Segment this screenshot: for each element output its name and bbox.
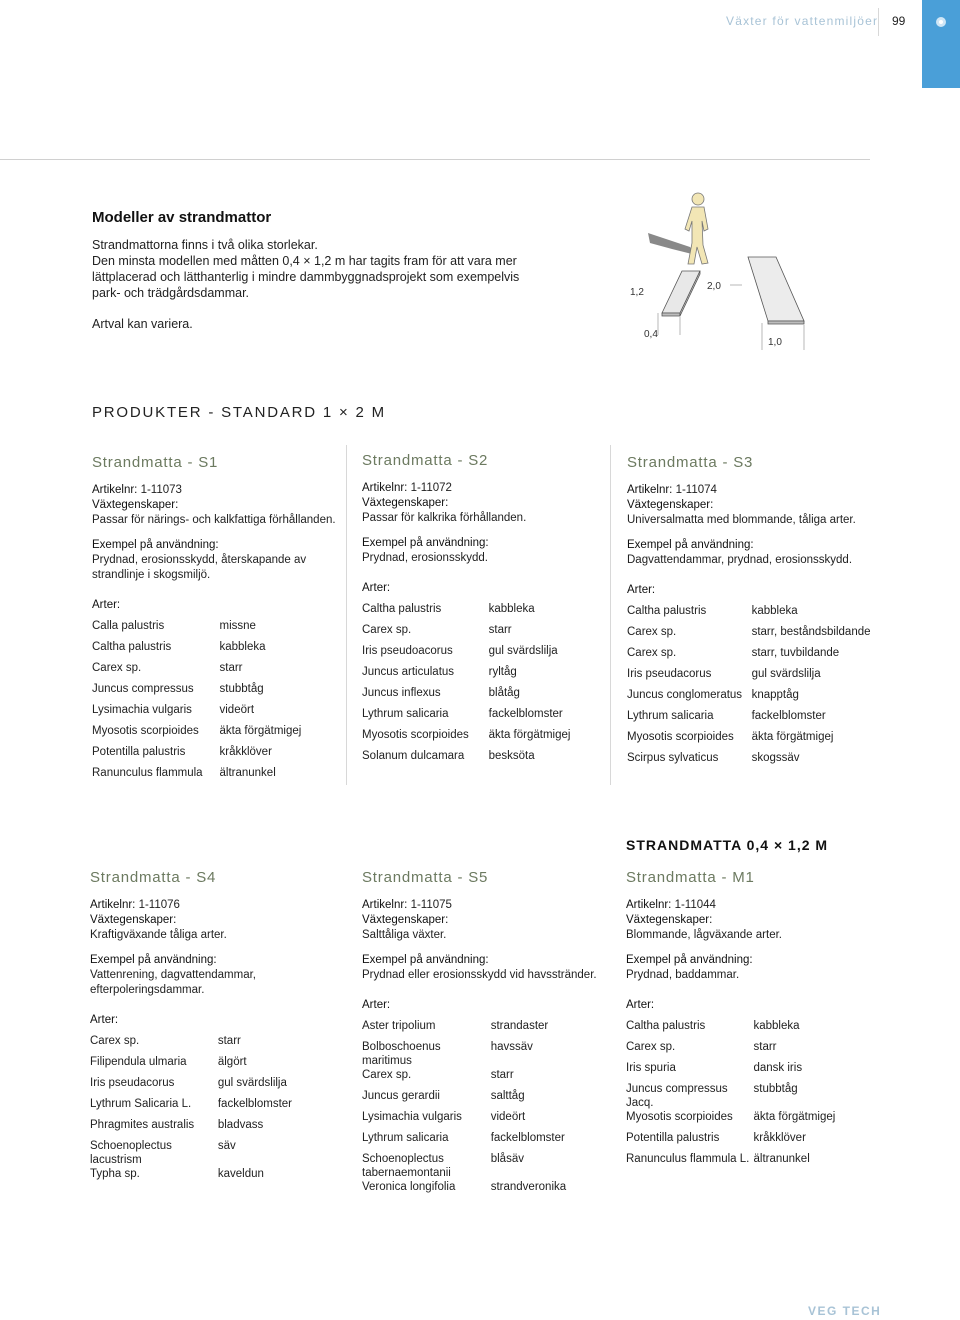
species-scientific: Carex sp. [627, 626, 677, 638]
species-label: Arter: [362, 582, 391, 594]
properties-text: Salttåliga växter. [362, 929, 447, 941]
article-number: 1-11076 [138, 899, 180, 911]
species-common: strandveronika [490, 1181, 567, 1193]
properties-text: Passar för kalkrika förhållanden. [362, 512, 527, 524]
species-scientific: Lysimachia vulgaris [362, 1111, 462, 1123]
properties-label: Växtegenskaper: [92, 499, 179, 511]
species-scientific: Carex sp. [627, 647, 677, 659]
species-common: fackelblomster [488, 708, 563, 720]
species-scientific: Schoenoplectus lacustrism [90, 1140, 172, 1166]
article-label: Artikelnr: [362, 899, 408, 911]
product-s1 [92, 454, 342, 787]
species-row [362, 1131, 612, 1152]
species-row [627, 604, 877, 625]
species-scientific: Iris pseudacorus [90, 1077, 175, 1089]
species-scientific: Aster tripolium [362, 1020, 436, 1032]
intro-p2: Den minsta modellen med måtten 0,4 × 1,2 m har tagits fram för att vara mer lättplacerad och lätthanterlig i mindre dammbyggnadsprojekt som exempelvis park- och trädgårdsdammar. [92, 254, 520, 300]
small-mat [662, 271, 700, 316]
species-row [92, 640, 342, 661]
species-scientific: Myosotis scorpioides [362, 729, 469, 741]
usage-text: Vattenrening, dagvattendammar, efterpoleringsdammar. [90, 969, 257, 996]
species-common: fackelblomster [217, 1098, 292, 1110]
spacer [626, 943, 876, 953]
species-common: starr [488, 624, 512, 636]
species-scientific: Myosotis scorpioides [626, 1111, 733, 1123]
species-scientific: Lysimachia vulgaris [92, 704, 192, 716]
species-scientific: Typha sp. [90, 1168, 140, 1180]
species-row [362, 728, 612, 749]
species-common: starr [490, 1069, 514, 1081]
species-row [362, 1068, 612, 1089]
usage-label: Exempel på användning: [626, 954, 753, 966]
product-s3 [627, 454, 877, 772]
species-scientific: Bolboschoenus maritimus [362, 1041, 441, 1067]
species-common: äkta förgätmigej [488, 729, 571, 741]
species-common: skogssäv [751, 752, 800, 764]
dim-large-length: 2,0 [707, 281, 721, 292]
product-title: Strandmatta - M1 [626, 869, 755, 886]
species-table [626, 1019, 876, 1173]
article-number: 1-11075 [410, 899, 452, 911]
species-row [90, 1055, 340, 1076]
species-row [627, 751, 877, 772]
species-scientific: Myosotis scorpioides [92, 725, 199, 737]
species-common: starr [217, 1035, 241, 1047]
usage-label: Exempel på användning: [362, 954, 489, 966]
species-scientific: Myosotis scorpioides [627, 731, 734, 743]
species-row [627, 709, 877, 730]
species-common: videört [490, 1111, 526, 1123]
species-scientific: Caltha palustris [627, 605, 707, 617]
species-row [362, 749, 612, 770]
species-row [90, 1139, 340, 1167]
species-row [362, 707, 612, 728]
species-common: starr, tuvbildande [751, 647, 840, 659]
spacer [627, 528, 877, 538]
species-scientific: Phragmites australis [90, 1119, 195, 1131]
species-row [92, 682, 342, 703]
species-row [626, 1061, 876, 1082]
species-row [92, 703, 342, 724]
spacer [362, 943, 612, 953]
species-common: starr, beståndsbildande [751, 626, 871, 638]
properties-text: Kraftigväxande tåliga arter. [90, 929, 227, 941]
species-row [627, 730, 877, 751]
species-common: fackelblomster [751, 710, 826, 722]
spacer [362, 526, 612, 536]
species-row [362, 1180, 612, 1201]
article-line [626, 898, 876, 913]
usage-text: Prydnad, erosionsskydd. [362, 552, 488, 564]
species-scientific: Juncus compressus [92, 683, 194, 695]
species-common: starr [753, 1041, 777, 1053]
species-row [626, 1019, 876, 1040]
article-line [627, 483, 877, 498]
species-scientific: Veronica longifolia [362, 1181, 456, 1193]
species-scientific: Potentilla palustris [92, 746, 186, 758]
species-scientific: Lythrum salicaria [362, 1132, 449, 1144]
species-label: Arter: [627, 584, 656, 596]
species-common: blåsäv [490, 1153, 524, 1165]
article-line [362, 898, 612, 913]
species-common: stubbtåg [219, 683, 264, 695]
species-row [626, 1040, 876, 1061]
species-row [92, 724, 342, 745]
species-scientific: Lythrum salicaria [627, 710, 714, 722]
usage-label: Exempel på användning: [92, 539, 219, 551]
species-scientific: Schoenoplectus tabernaemontanii [362, 1153, 451, 1179]
species-common: blåtåg [488, 687, 520, 699]
article-label: Artikelnr: [90, 899, 136, 911]
species-row [362, 1110, 612, 1131]
chapter-tab [922, 0, 960, 88]
properties-label: Växtegenskaper: [90, 914, 177, 926]
species-common: säv [217, 1140, 236, 1152]
product-title: Strandmatta - S2 [362, 452, 489, 469]
species-label: Arter: [362, 999, 391, 1011]
article-number: 1-11074 [675, 484, 717, 496]
species-common: kråkklöver [753, 1132, 806, 1144]
species-table [627, 604, 877, 772]
species-table [90, 1034, 340, 1188]
species-common: fackelblomster [490, 1132, 565, 1144]
species-row [627, 625, 877, 646]
header-rule [0, 159, 870, 160]
properties-label: Växtegenskaper: [627, 499, 714, 511]
article-line [362, 481, 612, 496]
usage-text: Prydnad, erosionsskydd, återskapande av strandlinje i skogsmiljö. [92, 554, 307, 581]
article-line [92, 483, 342, 498]
species-scientific: Ranunculus flammula L. [626, 1153, 750, 1165]
species-row [92, 745, 342, 766]
species-common: äkta förgätmigej [751, 731, 834, 743]
species-scientific: Juncus conglomeratus [627, 689, 743, 701]
species-scientific: Carex sp. [362, 624, 412, 636]
species-row [627, 688, 877, 709]
species-scientific: Caltha palustris [626, 1020, 706, 1032]
species-scientific: Ranunculus flammula [92, 767, 203, 779]
article-number: 1-11072 [410, 482, 452, 494]
species-common: kabbleka [219, 641, 266, 653]
species-scientific: Calla palustris [92, 620, 165, 632]
species-row [626, 1110, 876, 1131]
mat-size-diagram [600, 185, 820, 350]
usage-text: Prydnad, baddammar. [626, 969, 740, 981]
product-title: Strandmatta - S4 [90, 869, 217, 886]
dim-small-width: 0,4 [644, 329, 658, 340]
species-table [362, 602, 612, 770]
properties-label: Växtegenskaper: [362, 914, 449, 926]
species-table [362, 1019, 612, 1201]
properties-text: Universalmatta med blommande, tåliga arter. [627, 514, 856, 526]
species-label: Arter: [92, 599, 121, 611]
species-scientific: Carex sp. [626, 1041, 676, 1053]
species-common: strandaster [490, 1020, 549, 1032]
product-title: Strandmatta - S5 [362, 869, 489, 886]
species-common: ryltåg [488, 666, 517, 678]
species-row [90, 1118, 340, 1139]
dim-small-length: 1,2 [630, 287, 644, 298]
intro-p1: Strandmattorna finns i två olika storlekar. [92, 238, 318, 252]
chapter-dot-icon [936, 17, 946, 27]
species-common: knapptåg [751, 689, 799, 701]
spacer [92, 528, 342, 538]
species-row [627, 646, 877, 667]
species-common: äkta förgätmigej [219, 725, 302, 737]
species-row [362, 686, 612, 707]
species-scientific: Juncus inflexus [362, 687, 441, 699]
species-common: äkta förgätmigej [753, 1111, 836, 1123]
species-common: bladvass [217, 1119, 264, 1131]
species-row [362, 1152, 612, 1180]
species-row [362, 665, 612, 686]
species-row [90, 1097, 340, 1118]
species-row [626, 1131, 876, 1152]
species-scientific: Juncus gerardii [362, 1090, 440, 1102]
standard-products-heading: PRODUKTER - STANDARD 1 × 2 M [92, 404, 386, 421]
properties-label: Växtegenskaper: [362, 497, 449, 509]
product-m1 [626, 869, 876, 1173]
species-scientific: Iris pseudacorus [627, 668, 712, 680]
species-scientific: Filipendula ulmaria [90, 1056, 187, 1068]
species-row [92, 661, 342, 682]
species-common: älgört [217, 1056, 247, 1068]
small-mat-heading: STRANDMATTA 0,4 × 1,2 M [626, 837, 829, 853]
usage-text: Prydnad eller erosionsskydd vid havsstränder. [362, 969, 597, 981]
large-mat [748, 257, 804, 324]
species-common: besksöta [488, 750, 535, 762]
species-scientific: Carex sp. [92, 662, 142, 674]
species-common: videört [219, 704, 255, 716]
species-scientific: Caltha palustris [92, 641, 172, 653]
models-heading: Modeller av strandmattor [92, 209, 272, 226]
article-label: Artikelnr: [626, 899, 672, 911]
species-scientific: Scirpus sylvaticus [627, 752, 719, 764]
usage-label: Exempel på användning: [362, 537, 489, 549]
species-row [626, 1082, 876, 1110]
species-common: gul svärdslilja [488, 645, 558, 657]
product-s2 [362, 452, 612, 770]
species-common: kabbleka [751, 605, 798, 617]
species-row [92, 619, 342, 640]
species-common: ältranunkel [753, 1153, 810, 1165]
product-title: Strandmatta - S1 [92, 454, 219, 471]
species-row [362, 602, 612, 623]
properties-text: Passar för närings- och kalkfattiga förhållanden. [92, 514, 336, 526]
article-label: Artikelnr: [362, 482, 408, 494]
product-title: Strandmatta - S3 [627, 454, 754, 471]
product-s5 [362, 869, 612, 1201]
dim-large-width: 1,0 [768, 337, 782, 348]
species-common: gul svärdslilja [751, 668, 821, 680]
article-number: 1-11044 [674, 899, 716, 911]
column-divider [346, 445, 347, 785]
species-row [92, 766, 342, 787]
species-scientific: Carex sp. [362, 1069, 412, 1081]
species-row [362, 1019, 612, 1040]
species-common: salttåg [490, 1090, 525, 1102]
intro-text [92, 237, 522, 301]
species-common: kabbleka [488, 603, 535, 615]
species-row [90, 1034, 340, 1055]
species-scientific: Carex sp. [90, 1035, 140, 1047]
species-common: gul svärdslilja [217, 1077, 287, 1089]
page-number: 99 [892, 14, 906, 28]
spacer [90, 943, 340, 953]
species-row [362, 1089, 612, 1110]
person-shadow [648, 233, 696, 255]
species-row [362, 644, 612, 665]
properties-text: Blommande, lågväxande arter. [626, 929, 782, 941]
species-common: missne [219, 620, 256, 632]
species-table [92, 619, 342, 787]
species-common: ältranunkel [219, 767, 276, 779]
header-divider [878, 8, 879, 36]
usage-text: Dagvattendammar, prydnad, erosionsskydd. [627, 554, 853, 566]
species-common: dansk iris [753, 1062, 803, 1074]
species-row [90, 1167, 340, 1188]
species-row [90, 1076, 340, 1097]
article-number: 1-11073 [140, 484, 182, 496]
properties-label: Växtegenskaper: [626, 914, 713, 926]
species-common: kråkklöver [219, 746, 272, 758]
species-row [626, 1152, 876, 1173]
usage-label: Exempel på användning: [90, 954, 217, 966]
article-label: Artikelnr: [92, 484, 138, 496]
species-common: starr [219, 662, 243, 674]
species-row [362, 1040, 612, 1068]
species-scientific: Juncus articulatus [362, 666, 455, 678]
species-common: havssäv [490, 1041, 533, 1053]
species-note: Artval kan variera. [92, 317, 193, 331]
species-scientific: Juncus compressus Jacq. [626, 1083, 728, 1109]
product-s4 [90, 869, 340, 1188]
article-line [90, 898, 340, 913]
article-label: Artikelnr: [627, 484, 673, 496]
species-scientific: Lythrum Salicaria L. [90, 1098, 192, 1110]
species-row [362, 623, 612, 644]
species-label: Arter: [626, 999, 655, 1011]
species-label: Arter: [90, 1014, 119, 1026]
species-scientific: Solanum dulcamara [362, 750, 465, 762]
species-scientific: Caltha palustris [362, 603, 442, 615]
species-scientific: Iris pseudoacorus [362, 645, 453, 657]
species-common: stubbtåg [753, 1083, 798, 1095]
species-common: kabbleka [753, 1020, 800, 1032]
person-icon [685, 193, 708, 264]
species-scientific: Lythrum salicaria [362, 708, 449, 720]
footer-brand: VEG TECH [808, 1304, 882, 1318]
header-title: Växter för vattenmiljöer [726, 14, 879, 28]
species-scientific: Iris spuria [626, 1062, 676, 1074]
species-scientific: Potentilla palustris [626, 1132, 720, 1144]
species-row [627, 667, 877, 688]
species-common: kaveldun [217, 1168, 264, 1180]
usage-label: Exempel på användning: [627, 539, 754, 551]
